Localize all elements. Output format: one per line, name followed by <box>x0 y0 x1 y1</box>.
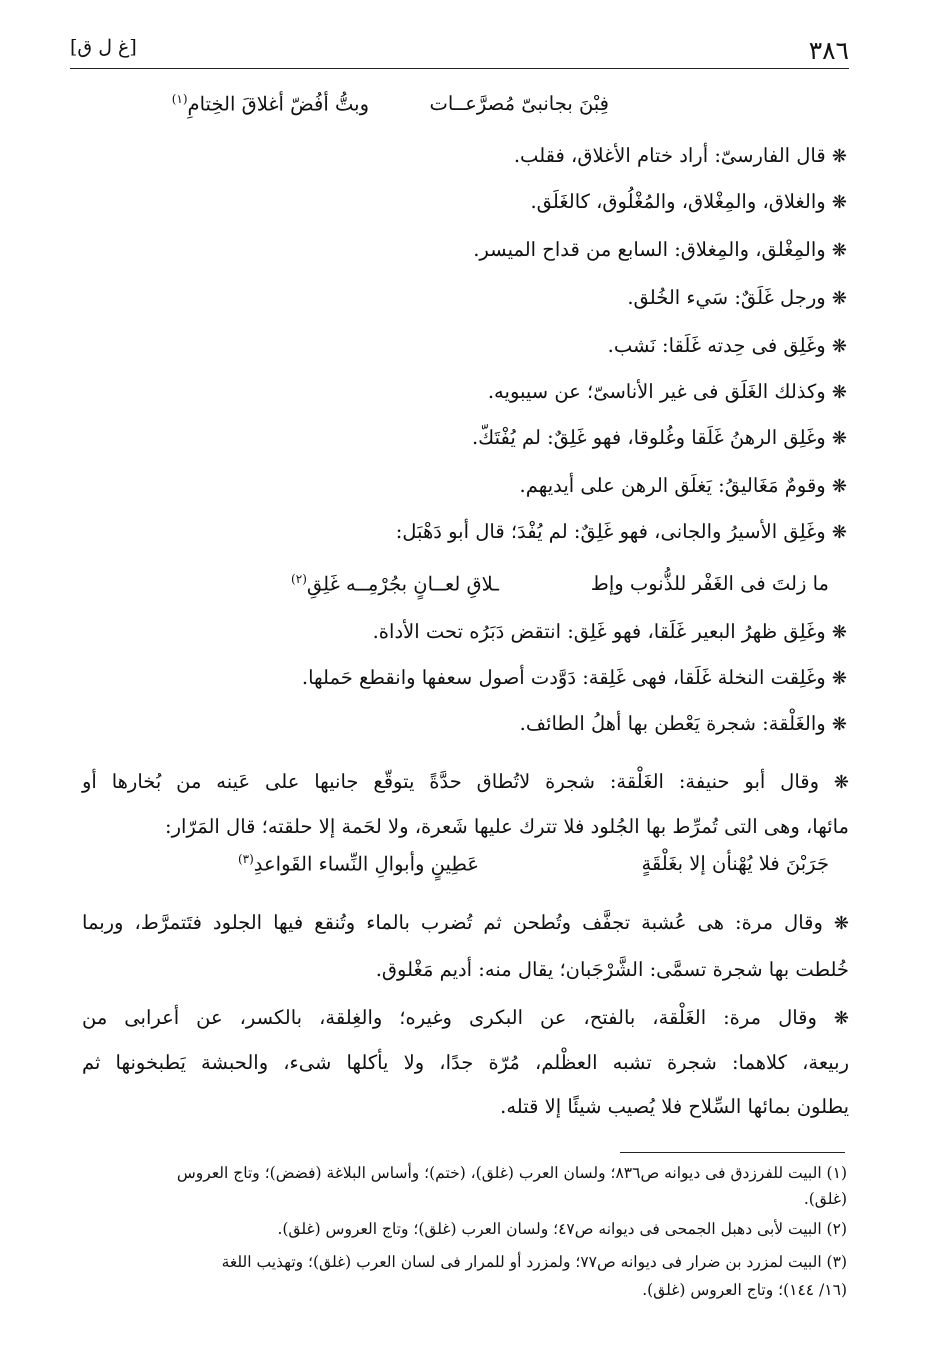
entry-marker-icon: ❋ <box>831 622 847 643</box>
entry-marker-icon: ❋ <box>831 428 847 449</box>
entry-marker-icon: ❋ <box>833 772 849 793</box>
entry-marker-icon: ❋ <box>831 240 847 261</box>
entry: ❋ وغَلِقت النخلة غَلَقا، فهى غَلِقة: دَوَّدت أصول سعفها وانقطع حَملها. <box>301 666 847 689</box>
paragraph-line: ربيعة، كلاهما: شجرة تشبه العظْلم، مُرّة جدًا، ولا يأكلها شىء، والحبشة يَطبخونها ثم <box>82 1051 849 1074</box>
paragraph <box>82 900 849 993</box>
verse1-hemistich-right: فِبْنَ بجانبىّ مُصرَّعــات <box>429 92 609 115</box>
paragraph-line: مائها، وهى التى تُمرِّط بها الجُلود فلا تترك عليها شَعرة، ولا لحَمة إلا حلقته؛ قال المَرّار: <box>165 815 849 838</box>
entry-marker-icon: ❋ <box>831 714 847 735</box>
footnote-2: (٢) البيت لأبى دهبل الجمحى فى ديوانه ص٤٧؛ ولسان العرب (غلق)؛ وتاج العروس (غلق). <box>277 1220 847 1238</box>
paragraph-line: ❋ وقال مرة: الغَلْقة، بالفتح، عن البكرى وغيره؛ والغِلقة، بالكسر، عن أعرابى من <box>82 1006 849 1029</box>
entry-marker-icon: ❋ <box>831 336 847 357</box>
paragraph-line: يطلون بمائها السِّلاح فلا يُصيب شيئًا إلا قتله. <box>500 1095 849 1118</box>
entry-marker-icon: ❋ <box>831 146 847 167</box>
paragraph-line: ❋ وقال أبو حنيفة: الغَلْقة: شجرة لاتُطاق حدَّةً يتوقّع جانيها على عَينه من بُخارها أو <box>82 770 849 793</box>
verse3-hemistich-right: جَرَبْنَ فلا يُهْنأن إلا بغَلْقَةٍ <box>641 852 829 875</box>
verse2-hemistich-left: ـلاقِ لعــانٍ بجُرْمِــه غَلِقِ$^{(٢)}$ <box>291 572 499 596</box>
paragraph-line: ❋ وقال مرة: هى عُشبة تجفَّف وتُطحن ثم تُضرب بالماء وتُنقع فيها الجلود فتَتمرَّط، وربما <box>82 911 850 934</box>
entry: ❋ قال الفارسىّ: أراد ختام الأغلاق، فقلب. <box>513 144 847 167</box>
entry-marker-icon: ❋ <box>833 1008 849 1029</box>
header-rule <box>70 68 849 69</box>
entry: ❋ وكذلك الغَلَق فى غير الأناسىّ؛ عن سيبويه. <box>487 380 847 403</box>
page-number: ٣٨٦ <box>808 36 849 65</box>
entry-marker-icon: ❋ <box>831 476 847 497</box>
entry: ❋ وغَلِق ظهرُ البعير غَلَقا، فهو غَلِق: انتقض دَبَرُه تحت الأداة. <box>372 620 847 643</box>
footnote-3: (٣) البيت لمزرد بن ضرار فى ديوانه ص٧٧؛ ولمزرد أو للمرار فى لسان العرب (غلق)؛ وتهذيب اللغة (١٦/ ١٤٤)؛ وتاج العروس (غلق). <box>221 1253 847 1299</box>
entry: ❋ وغَلِق فى حِدته غَلَقا: نَشب. <box>607 334 847 357</box>
entry-marker-icon: ❋ <box>831 288 847 309</box>
footnote-ref: (١) <box>171 92 188 106</box>
entry-marker-icon: ❋ <box>833 913 850 934</box>
footnote-1: (١) البيت للفرزدق فى ديوانه ص٨٣٦؛ ولسان العرب (غلق)، (ختم)؛ وأساس البلاغة (فضض)؛ وتاج العروس (غلق). <box>176 1164 847 1208</box>
paragraph <box>82 760 849 849</box>
entry: ❋ وغَلِق الأسيرُ والجانى، فهو غَلِقٌ: لم يُفْدَ؛ قال أبو دَهْبَل: <box>395 520 847 543</box>
entry: ❋ والمِغْلق، والمِغلاق: السابع من قداح الميسر. <box>473 238 847 261</box>
verse2-hemistich-right: ما زلتَ فى الغَفْر للذُّنوب وإط <box>590 572 829 595</box>
entry: ❋ والغلاق، والمِغْلاق، والمُغْلُوق، كالغَلَق. <box>530 190 847 213</box>
entry-marker-icon: ❋ <box>831 192 847 213</box>
entry: ❋ وقومٌ مَغَاليقُ: يَغلَق الرهن على أيديهم. <box>519 474 847 497</box>
entry: ❋ وغَلِق الرهنُ غَلَقا وغُلوقا، فهو غَلِقٌ: لم يُفْتَكّ. <box>471 426 847 449</box>
footnote-ref: (٣) <box>237 852 254 866</box>
paragraph-line: خُلطت بها شجرة تسمَّى: الشَّرْجَبان؛ يقال منه: أديم مَغْلوق. <box>375 958 849 981</box>
verse1-hemistich-left: وبتُّ أفُضّ أغلاقَ الخِتامِ$^{(١)}$ <box>171 92 369 116</box>
footnote-ref: (٢) <box>291 572 307 586</box>
entry: ❋ ورجل غَلَقٌ: سَيء الخُلق. <box>627 286 847 309</box>
footnote-rule <box>620 1152 845 1153</box>
paragraph <box>82 996 849 1129</box>
entry: ❋ والغَلْقة: شجرة يَعْطن بها أهلُ الطائف. <box>519 712 847 735</box>
root-heading: [غ ل ق] <box>70 36 137 58</box>
entry-marker-icon: ❋ <box>831 382 847 403</box>
entry-marker-icon: ❋ <box>831 522 847 543</box>
entry-marker-icon: ❋ <box>831 668 847 689</box>
verse3-hemistich-left: عَطِينٍ وأبوالِ النِّساء القَواعدِ$^{(٣)}$ <box>237 852 479 876</box>
